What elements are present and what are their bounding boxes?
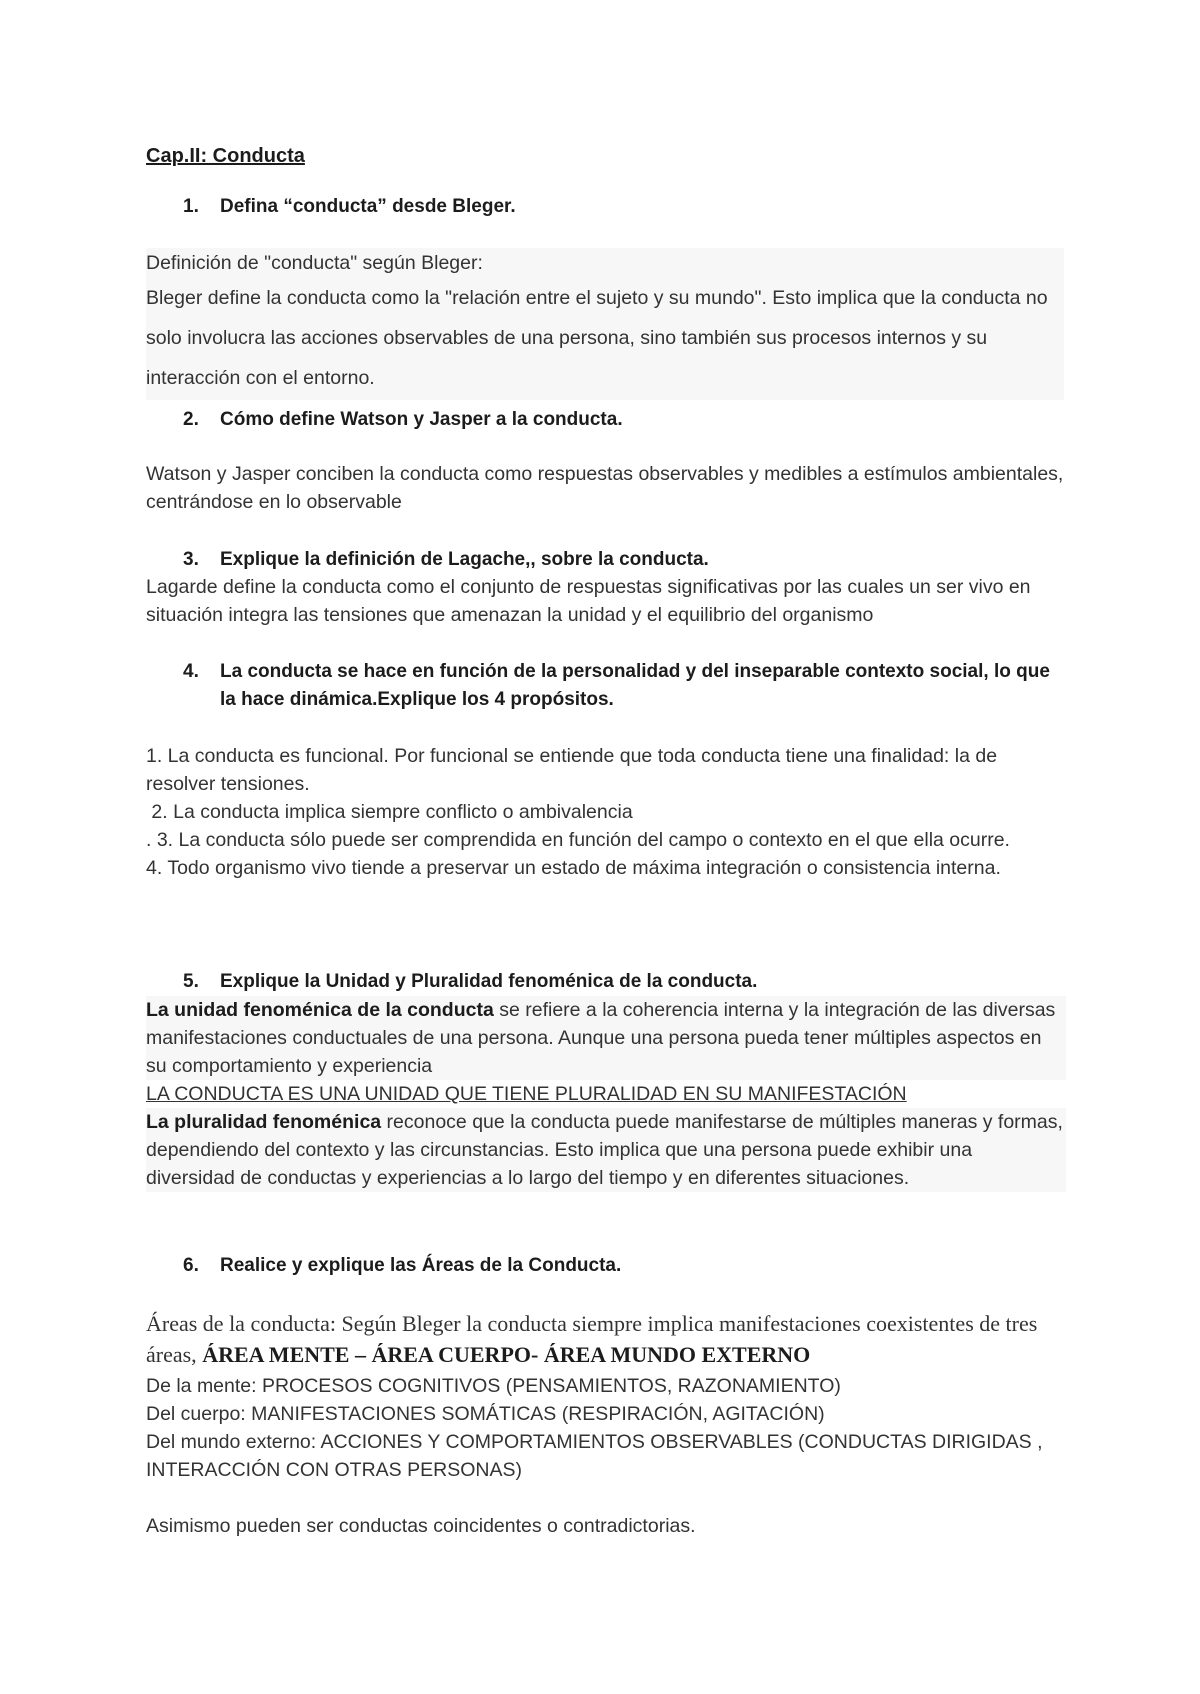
unidad-paragraph <box>146 996 1066 1080</box>
closing-text: Asimismo pueden ser conductas coincidentes o contradictorias. <box>146 1515 696 1537</box>
unidad-text: se refiere a la coherencia interna y la integración de las diversas manifestaciones conductuales de una persona. Aunque una persona pueda tener múltiples aspectos en su comportamiento y experiencia <box>146 999 1056 1077</box>
question-text: Cómo define Watson y Jasper a la conducta. <box>220 409 623 430</box>
answer-5 <box>146 996 1066 1192</box>
question-5 <box>146 968 1066 996</box>
purpose-item: 2. La conducta implica siempre conflicto o ambivalencia <box>146 801 633 823</box>
answer-3: Lagarde define la conducta como el conjunto de respuestas significativas por las cuales un ser vivo en situación integra las tensiones que amenazan la unidad y el equilibrio del organismo <box>146 576 1031 626</box>
answer-heading: Definición de "conducta" según Bleger: <box>146 252 483 274</box>
question-number: 6. <box>183 1255 199 1276</box>
areas-list-bold: ÁREA MENTE – ÁREA CUERPO- ÁREA MUNDO EXTERNO <box>202 1342 811 1367</box>
question-2 <box>146 406 1066 434</box>
area-item-body: Del cuerpo: MANIFESTACIONES SOMÁTICAS (RESPIRACIÓN, AGITACIÓN) <box>146 1403 825 1425</box>
question-number: 1. <box>183 196 199 217</box>
areas-intro <box>146 1308 1066 1370</box>
area-item-mind: De la mente: PROCESOS COGNITIVOS (PENSAMIENTOS, RAZONAMIENTO) <box>146 1375 841 1397</box>
answer-1 <box>146 248 1064 400</box>
question-4 <box>146 658 1066 714</box>
unity-statement: LA CONDUCTA ES UNA UNIDAD QUE TIENE PLURALIDAD EN SU MANIFESTACIÓN <box>146 1083 907 1105</box>
unidad-term: La unidad fenoménica de la conducta <box>146 999 494 1021</box>
question-text: Defina “conducta” desde Bleger. <box>220 196 516 217</box>
question-text: Explique la Unidad y Pluralidad fenoménica de la conducta. <box>220 971 758 992</box>
answer-body: Bleger define la conducta como la "relación entre el sujeto y su mundo". Esto implica que la conducta no solo involucra las acciones observables de una persona, sino también sus procesos internos y su interacción con el entorno. <box>146 287 1048 389</box>
answer-4 <box>146 742 1066 882</box>
question-text: La conducta se hace en función de la personalidad y del inseparable contexto social, lo que la hace dinámica.Explique los 4 propósitos. <box>220 661 1050 710</box>
answer-2: Watson y Jasper conciben la conducta como respuestas observables y medibles a estímulos ambientales, centrándose en lo observable <box>146 463 1064 513</box>
question-text: Realice y explique las Áreas de la Conducta. <box>220 1255 622 1276</box>
question-text: Explique la definición de Lagache,, sobre la conducta. <box>220 549 709 570</box>
pluralidad-term: La pluralidad fenoménica <box>146 1111 382 1133</box>
question-number: 3. <box>183 549 199 570</box>
pluralidad-text: reconoce que la conducta puede manifestarse de múltiples maneras y formas, dependiendo del contexto y las circunstancias. Esto implica que una persona puede exhibir una diversidad de conductas y experiencias a lo largo del tiempo y en diferentes situaciones. <box>146 1111 1063 1189</box>
purpose-item: . 3. La conducta sólo puede ser comprendida en función del campo o contexto en el que ella ocurre. <box>146 829 1010 851</box>
question-number: 4. <box>183 661 199 682</box>
question-3 <box>146 546 1066 574</box>
area-item-world: Del mundo externo: ACCIONES Y COMPORTAMIENTOS OBSERVABLES (CONDUCTAS DIRIGIDAS , INTERACCIÓN CON OTRAS PERSONAS) <box>146 1431 1043 1481</box>
question-number: 5. <box>183 971 199 992</box>
pluralidad-paragraph <box>146 1108 1066 1192</box>
question-6 <box>146 1252 1066 1280</box>
areas-list <box>146 1372 1066 1484</box>
purpose-item: 1. La conducta es funcional. Por funcional se entiende que toda conducta tiene una finalidad: la de resolver tensiones. <box>146 745 998 795</box>
question-number: 2. <box>183 409 199 430</box>
question-1 <box>146 193 1066 221</box>
chapter-title: Cap.II: Conducta <box>146 145 305 167</box>
areas-intro-text: Áreas de la conducta: Según Bleger la conducta siempre implica manifestaciones coexistentes de tres áreas, <box>146 1311 1038 1367</box>
purpose-item: 4. Todo organismo vivo tiende a preservar un estado de máxima integración o consistencia interna. <box>146 857 1001 879</box>
